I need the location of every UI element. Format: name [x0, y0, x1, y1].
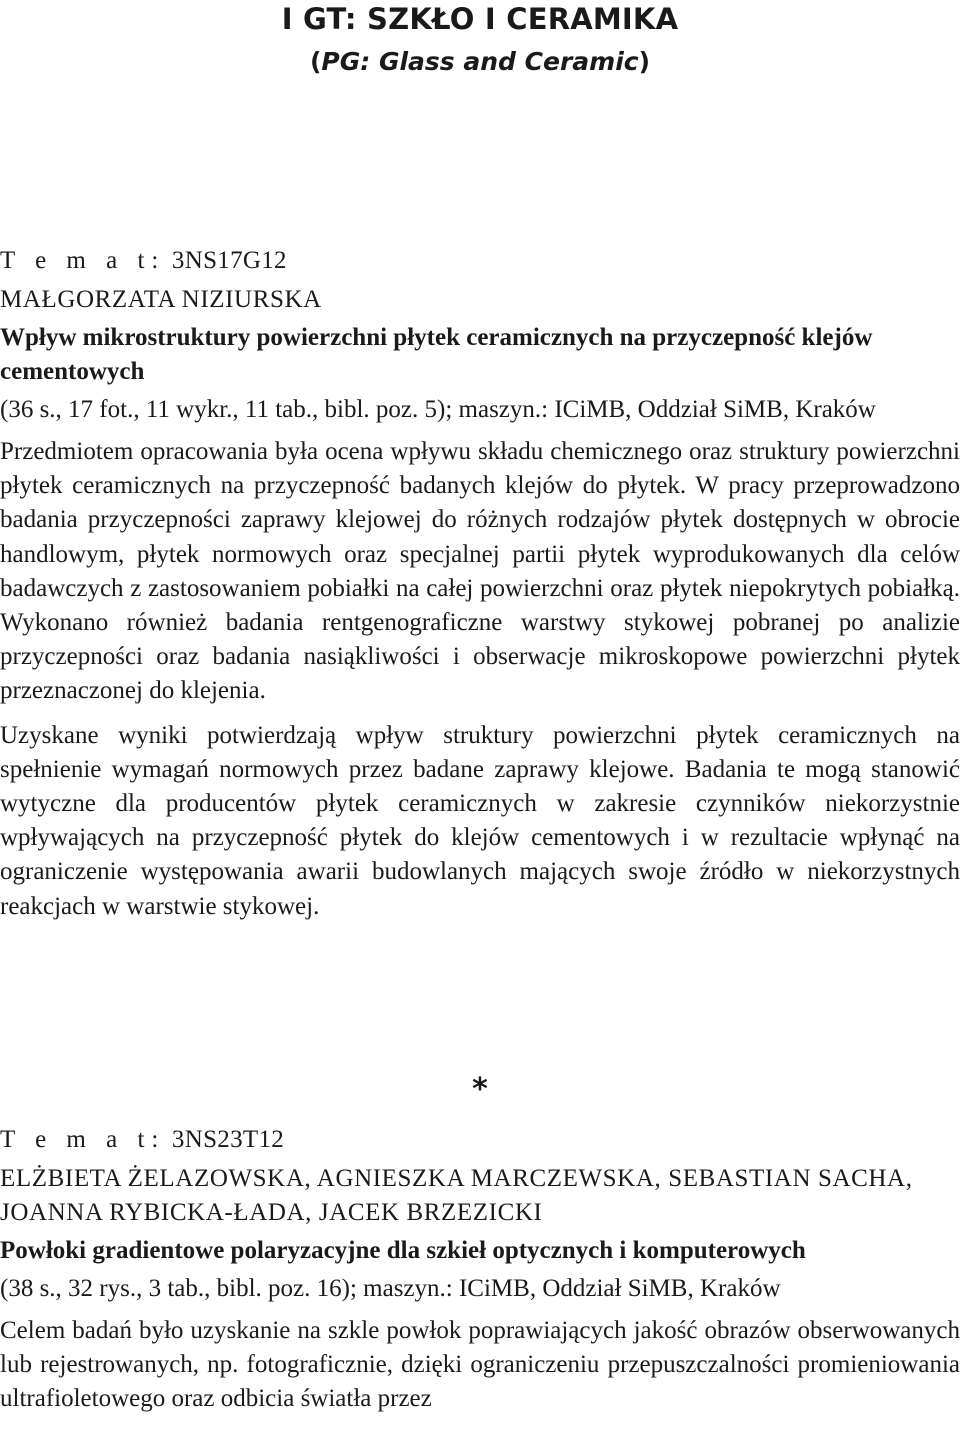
paper-title: Wpływ mikrostruktury powierzchni płytek ceramicznych na przyczepność klejów cementowych — [0, 324, 873, 385]
section-title: I GT: SZKŁO I CERAMIKA — [281, 2, 679, 36]
temat-line — [0, 245, 960, 277]
authors: MAŁGORZATA NIZIURSKA — [0, 286, 322, 313]
subtitle-close-paren: ) — [638, 47, 651, 76]
temat-code: 3NS23T12 — [171, 1126, 285, 1153]
abstract-paragraph: Uzyskane wyniki potwierdzają wpływ struktury powierzchni płytek ceramicznych na spełnienie wymagań normowych przez badane zaprawy klejowe. Badania te mogą stanowić wytyczne dla producentów płytek ceramicznych w zakresie czynników niekorzystnie wpływających na przyczepność płytek do klejów cementowych i w rezultacie wpłynąć na ograniczenie występowania awarii budowlanych mających swoje źródło w niekorzystnych reakcjach w warstwie stykowej. — [0, 721, 960, 920]
abstract-paragraph: Celem badań było uzyskanie na szkle powłok poprawiających jakość obrazów obserwowanych lub rejestrowanych, np. fotograficznie, dzięki ograniczeniu przepuszczalności promieniowania ultrafioletowego oraz odbicia światła przez — [0, 1317, 960, 1413]
section-subtitle — [0, 46, 960, 78]
report-entry — [0, 1124, 960, 1417]
authors: ELŻBIETA ŻELAZOWSKA, AGNIESZKA MARCZEWSKA, SEBASTIAN SACHA, JOANNA RYBICKA-ŁADA, JACEK BRZEZICKI — [0, 1165, 913, 1226]
temat-code: 3NS17G12 — [171, 247, 287, 274]
temat-line — [0, 1124, 960, 1156]
report-entry — [0, 245, 960, 924]
bibliographic-info: (38 s., 32 rys., 3 tab., bibl. poz. 16); maszyn.: ICiMB, Oddział SiMB, Kraków — [0, 1275, 781, 1302]
temat-label: T e m a t: — [0, 247, 166, 274]
subtitle-open-paren: ( — [309, 47, 322, 76]
entry-separator: * — [472, 1072, 488, 1107]
temat-label: T e m a t: — [0, 1126, 166, 1153]
bibliographic-info: (36 s., 17 fot., 11 wykr., 11 tab., bibl. poz. 5); maszyn.: ICiMB, Oddział SiMB, Kraków — [0, 396, 876, 423]
paper-title: Powłoki gradientowe polaryzacyjne dla szkieł optycznych i komputerowych — [0, 1237, 806, 1264]
subtitle-english: PG: Glass and Ceramic — [321, 47, 639, 76]
abstract-paragraph: Przedmiotem opracowania była ocena wpływu składu chemicznego oraz struktury powierzchni płytek ceramicznych na przyczepność badanych klejów do płytek. W pracy przeprowadzono badania przyczepności zaprawy klejowej do różnych rodzajów płytek dostępnych w obrocie handlowym, płytek normowych oraz specjalnej partii płytek wyprodukowanych dla celów badawczych z zastosowaniem pobiałki na całej powierzchni oraz płytek niepokrytych pobiałką. Wykonano również badania rentgenograficzne warstwy stykowej pobranej po analizie przyczepności oraz badania nasiąkliwości i obserwacje mikroskopowe powierzchni płytek przeznaczonej do klejenia. — [0, 438, 960, 705]
